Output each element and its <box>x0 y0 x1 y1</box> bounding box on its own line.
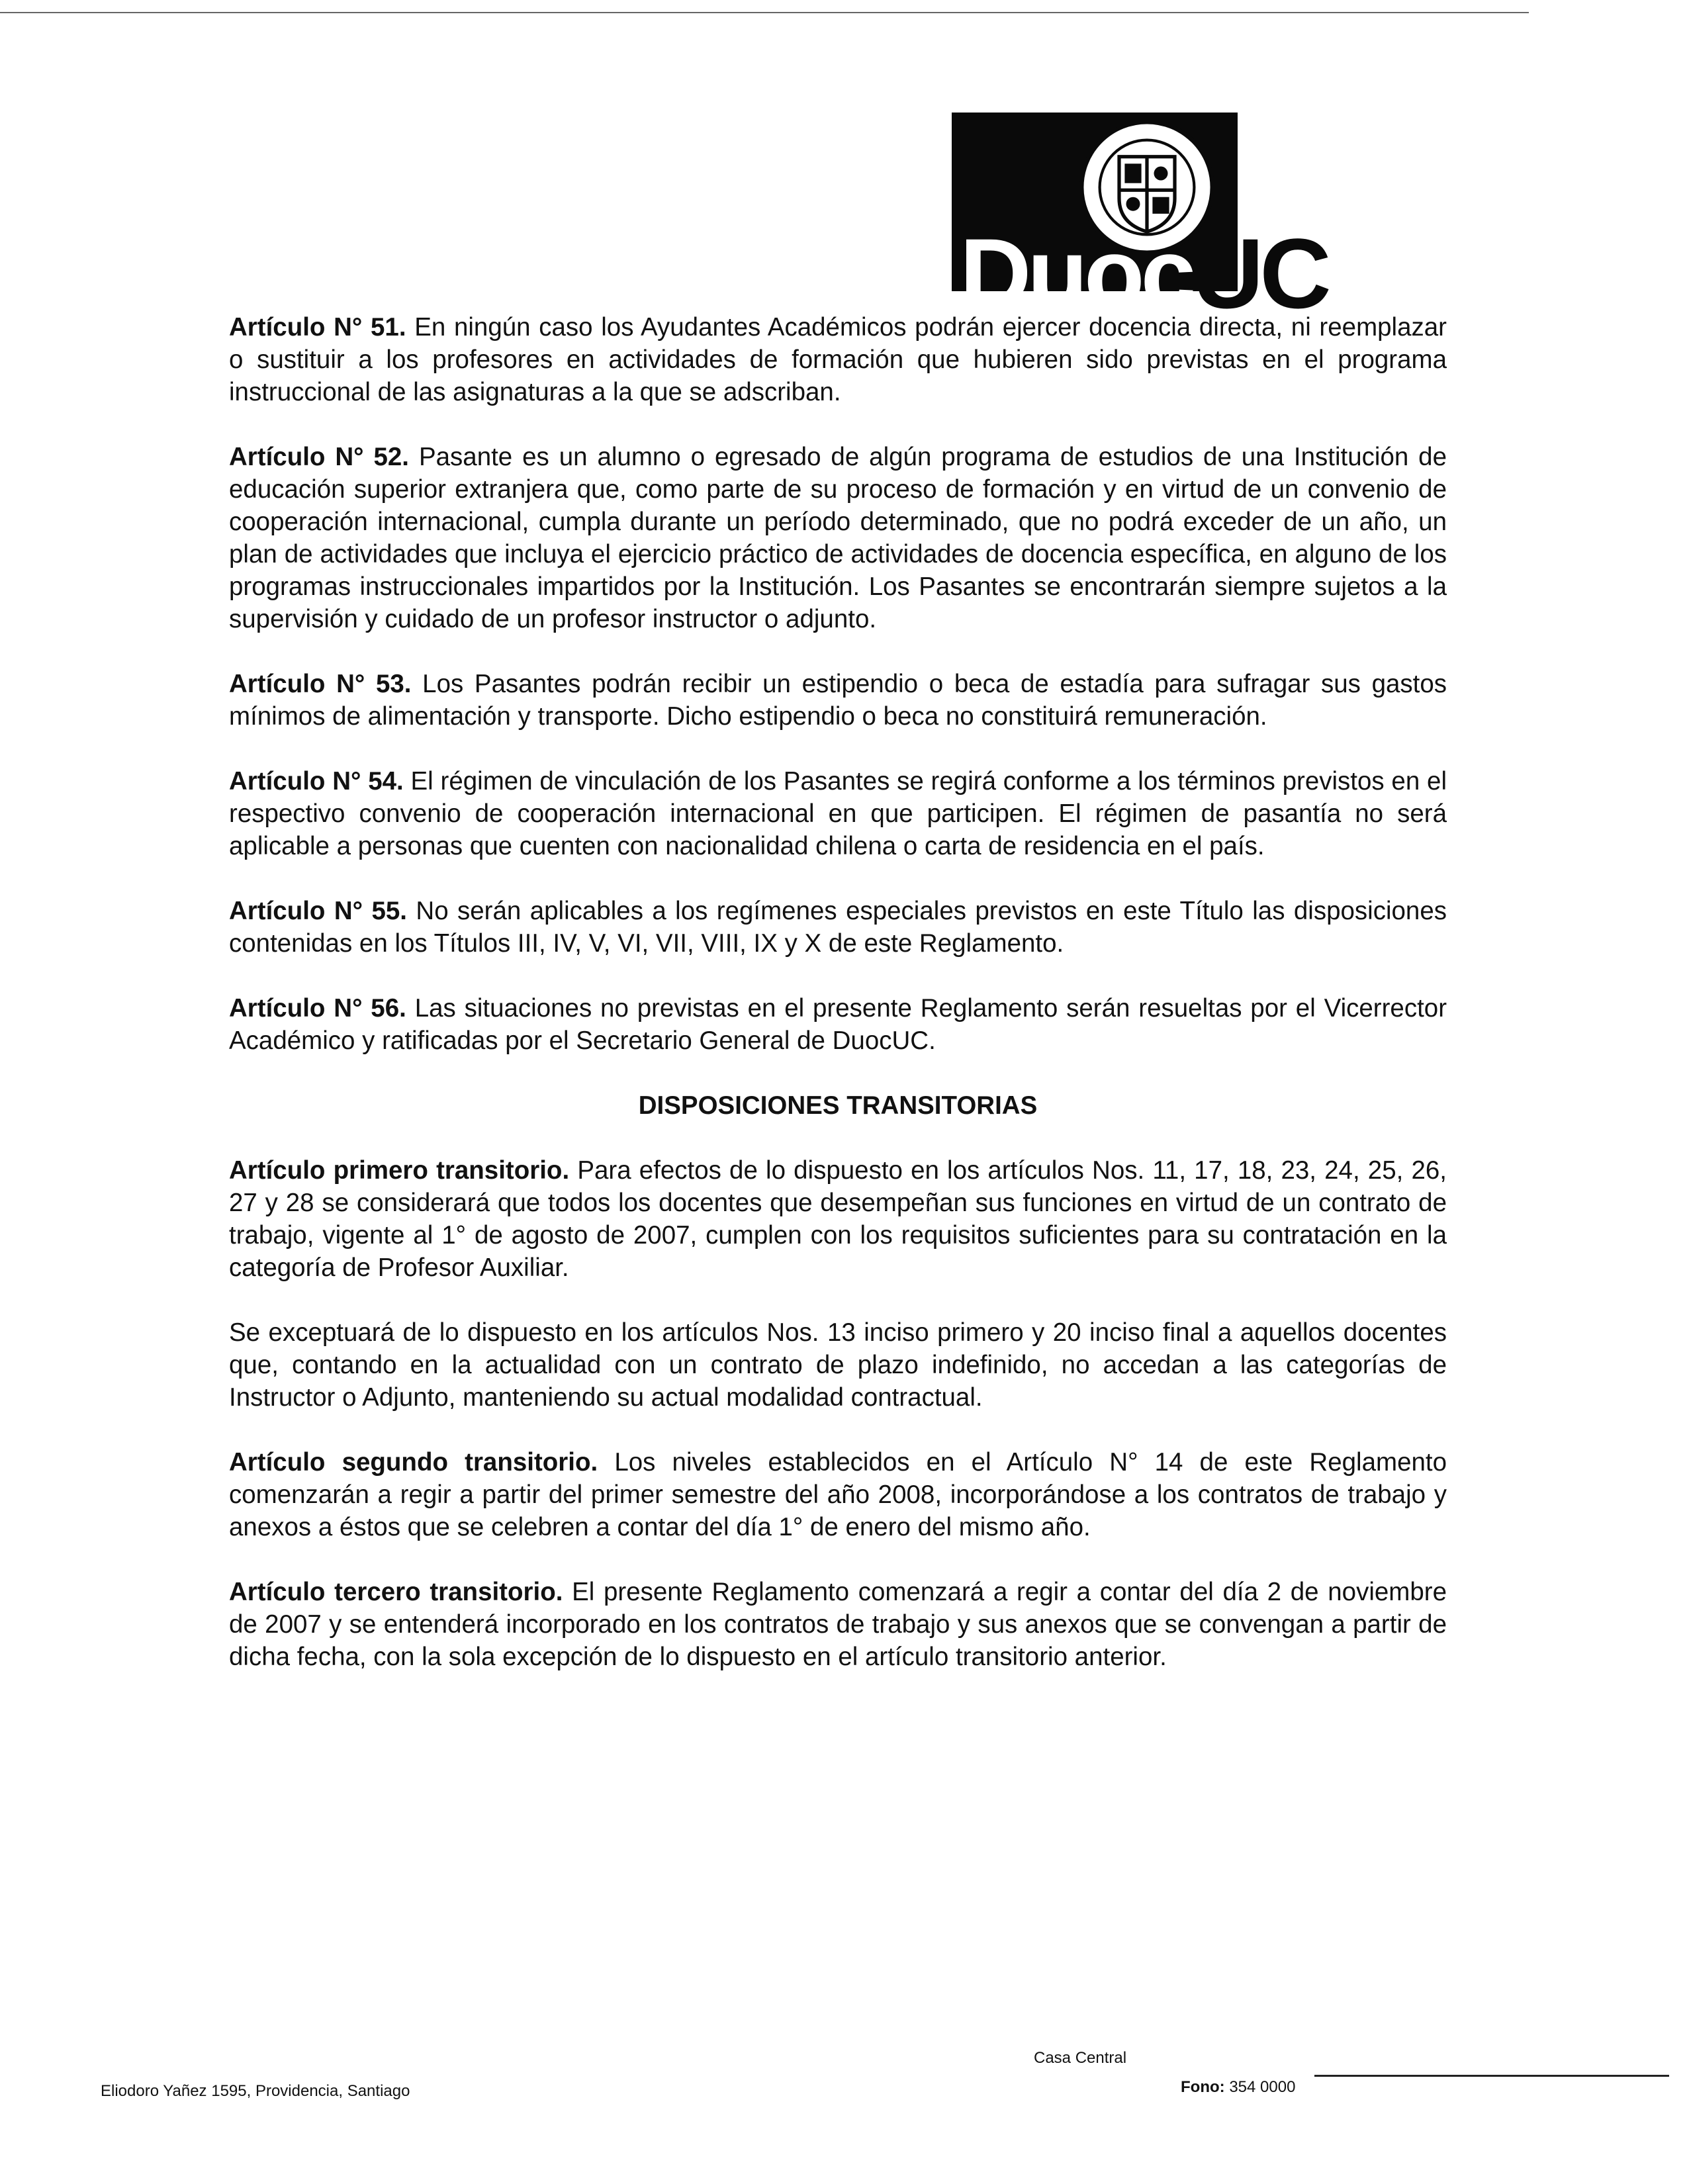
article-55 <box>229 895 1447 960</box>
article-53 <box>229 668 1447 733</box>
article-second-transitory <box>229 1446 1447 1543</box>
article-label: Artículo N° 51. <box>229 313 406 341</box>
article-text: El régimen de vinculación de los Pasantes se regirá conforme a los términos previstos en el respectivo convenio de cooperación internacional en que participen. El régimen de pasantía no será aplicable a personas que cuenten con nacionalidad chilena o carta de residencia en el país. <box>229 767 1447 860</box>
document-body <box>229 311 1447 1706</box>
article-label: Artículo N° 52. <box>229 443 410 471</box>
article-label: Artículo N° 53. <box>229 670 412 698</box>
article-text: Para efectos de lo dispuesto en los artículos Nos. 11, 17, 18, 23, 24, 25, 26, 27 y 28 se considerará que todos los docentes que desempeñan sus funciones en virtud de un contrato de trabajo, vigente al 1° de agosto de 2007, cumplen con los requisitos suficientes para su contratación en la categoría de Profesor Auxiliar. <box>229 1156 1447 1282</box>
article-text: El presente Reglamento comenzará a regir a contar del día 2 de noviembre de 2007 y se entenderá incorporado en los contratos de trabajo y sus anexos que se convengan a partir de dicha fecha, con la sola excepción de lo dispuesto en el artículo transitorio anterior. <box>229 1578 1447 1671</box>
article-first-transitory-exception: Se exceptuará de lo dispuesto en los artículos Nos. 13 inciso primero y 20 inciso final a aquellos docentes que, contando en la actualidad con un contrato de plazo indefinido, no accedan a las categorías de Instructor o Adjunto, manteniendo su actual modalidad contractual. <box>229 1318 1447 1412</box>
scan-border-line <box>0 12 1529 13</box>
footer-office: Casa Central <box>1034 2049 1127 2067</box>
footer-phone-label: Fono: <box>1181 2078 1225 2096</box>
article-first-transitory <box>229 1154 1447 1284</box>
article-54 <box>229 765 1447 862</box>
article-text: En ningún caso los Ayudantes Académicos podrán ejercer docencia directa, ni reemplazar o sustituir a los profesores en actividades de formación que hubieren sido previstas en el programa instruccional de las asignaturas a la que se adscriban. <box>229 313 1447 406</box>
footer-rule <box>1314 2075 1669 2077</box>
article-label: Artículo tercero transitorio. <box>229 1578 563 1606</box>
article-text: Los Pasantes podrán recibir un estipendio o beca de estadía para sufragar sus gastos mínimos de alimentación y transporte. Dicho estipendio o beca no constituirá remuneración. <box>229 670 1447 731</box>
article-label: Artículo primero transitorio. <box>229 1156 570 1185</box>
article-third-transitory <box>229 1576 1447 1673</box>
section-heading: DISPOSICIONES TRANSITORIAS <box>638 1091 1038 1120</box>
article-text: Las situaciones no previstas en el presente Reglamento serán resueltas por el Vicerrector Académico y ratificadas por el Secretario General de DuocUC. <box>229 994 1447 1055</box>
footer-phone-number: 354 0000 <box>1229 2078 1296 2096</box>
footer-address: Eliodoro Yañez 1595, Providencia, Santiago <box>101 2082 410 2100</box>
article-56 <box>229 992 1447 1057</box>
duocuc-logo <box>960 218 1328 329</box>
article-text: Los niveles establecidos en el Artículo N° 14 de este Reglamento comenzarán a regir a partir del primer semestre del año 2008, incorporándose a los contratos de trabajo y anexos a éstos que se celebren a contar del día 1° de enero del mismo año. <box>229 1448 1447 1541</box>
article-label: Artículo N° 54. <box>229 767 404 796</box>
article-label: Artículo segundo transitorio. <box>229 1448 598 1477</box>
article-text: No serán aplicables a los regímenes especiales previstos en este Título las disposiciones contenidas en los Títulos III, IV, V, VI, VII, VIII, IX y X de este Reglamento. <box>229 897 1447 958</box>
article-51 <box>229 311 1447 408</box>
article-label: Artículo N° 55. <box>229 897 407 925</box>
footer-phone <box>1181 2078 1295 2097</box>
logo-text-uc: UC <box>1192 218 1328 329</box>
article-text: Pasante es un alumno o egresado de algún programa de estudios de una Institución de educación superior extranjera que, como parte de su proceso de formación y en virtud de un convenio de cooperación internacional, cumpla durante un período determinado, que no podrá exceder de un año, un plan de actividades que incluya el ejercicio práctico de actividades de docencia específica, en alguno de los programas instruccionales impartidos por la Institución. Los Pasantes se encontrarán siempre sujetos a la supervisión y cuidado de un profesor instructor o adjunto. <box>229 443 1447 633</box>
logo-text-duoc: Duoc <box>960 218 1192 329</box>
article-label: Artículo N° 56. <box>229 994 406 1023</box>
article-52 <box>229 441 1447 635</box>
